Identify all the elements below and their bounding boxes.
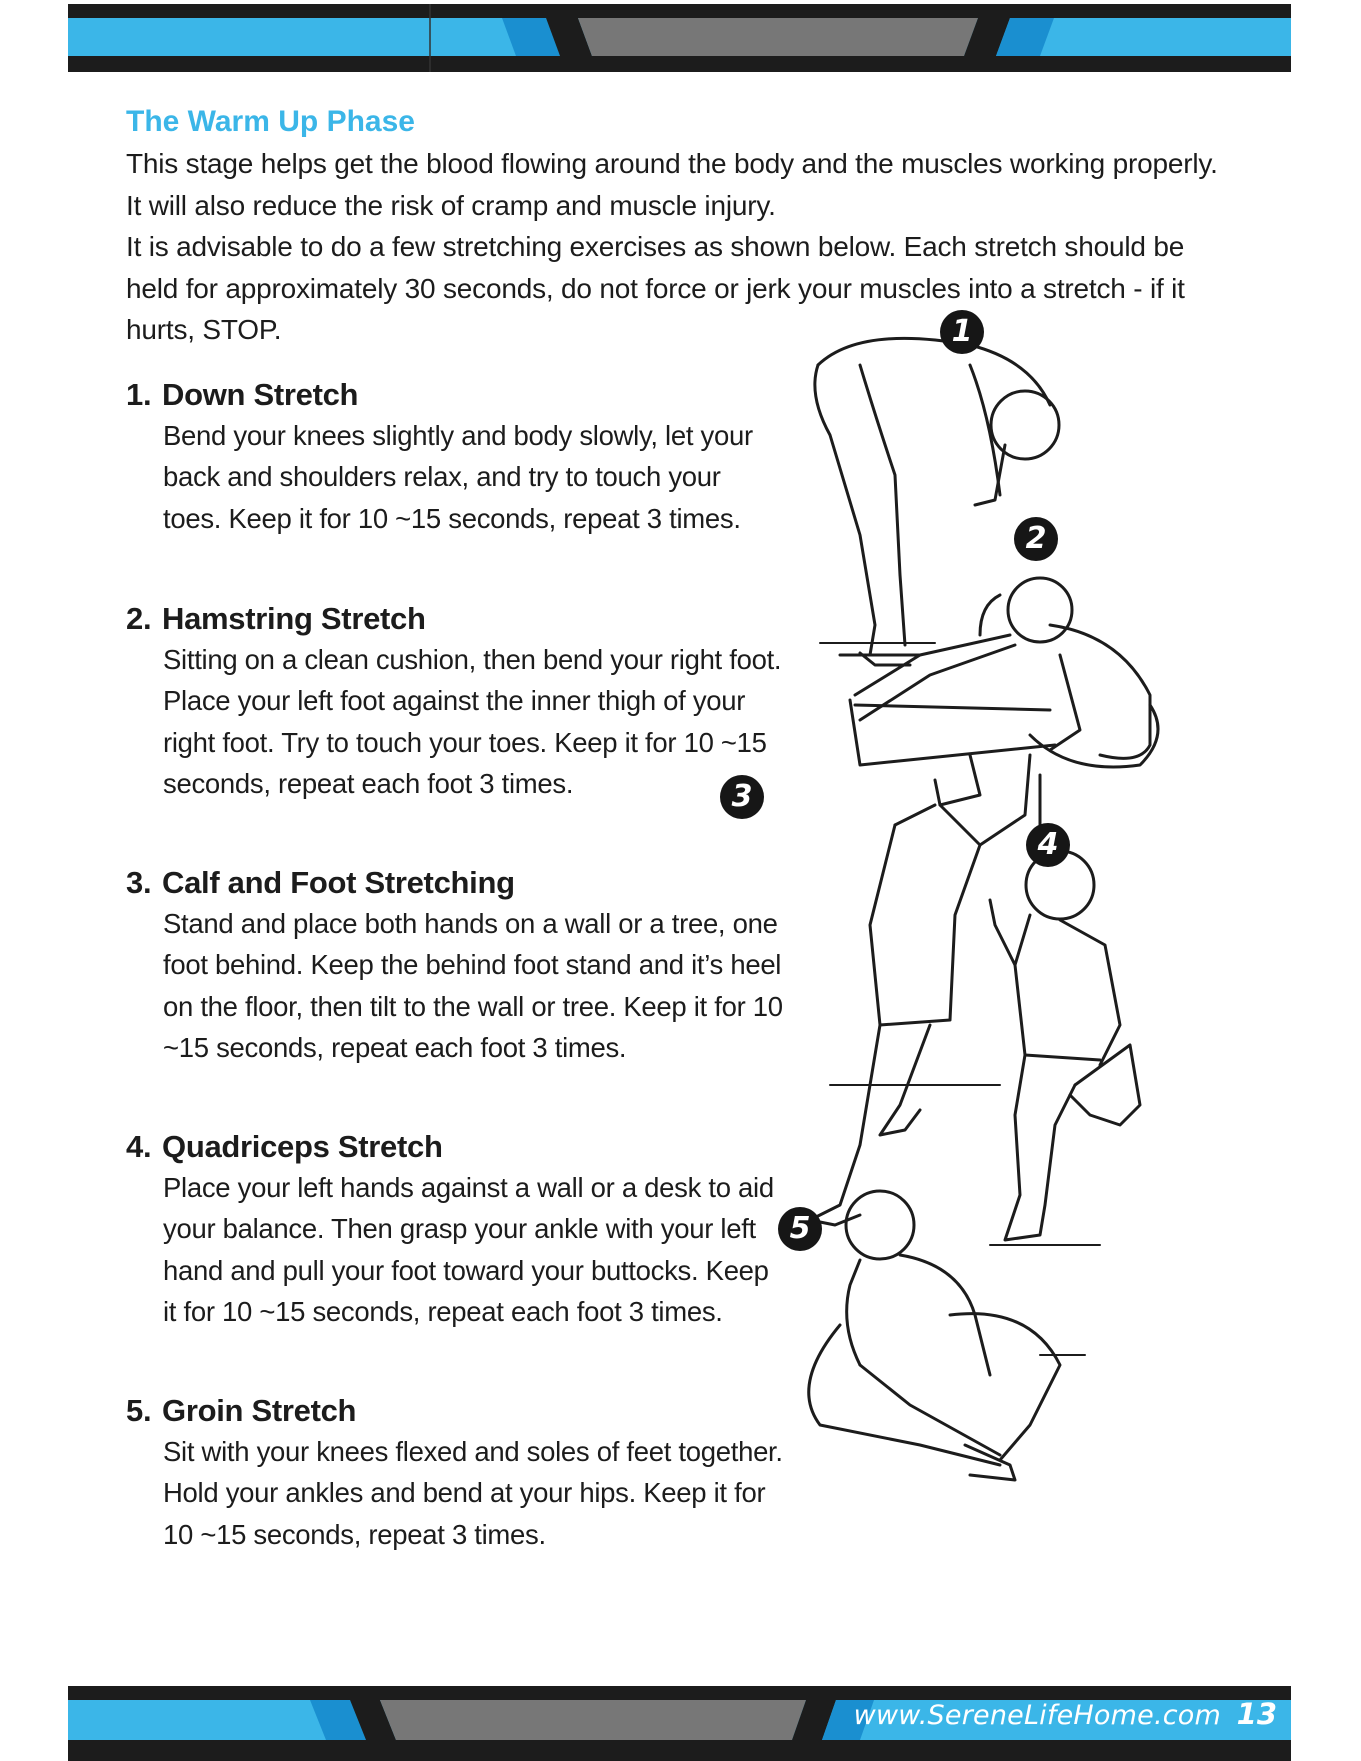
step-badge-1: 1 xyxy=(940,310,984,354)
step-description: Bend your knees slightly and body slowly, let your back and shoulders relax, and try to touch your toes. Keep it for 10 ~15 seconds, repeat 3 times. xyxy=(163,420,753,534)
step-badge-2: 2 xyxy=(1014,517,1058,561)
step-heading xyxy=(126,375,786,415)
step-number: 4. xyxy=(126,1129,152,1164)
figure-down-stretch xyxy=(815,338,1059,665)
step-groin-stretch xyxy=(126,1391,786,1555)
step-calf-foot-stretching xyxy=(126,863,786,1068)
step-title: Groin Stretch xyxy=(162,1393,357,1428)
figure-calf-stretch xyxy=(810,755,1040,1225)
step-quadriceps-stretch xyxy=(126,1127,786,1332)
step-badge-5: 5 xyxy=(778,1207,822,1251)
step-number: 1. xyxy=(126,377,152,412)
figure-quadriceps-stretch xyxy=(990,851,1140,1245)
step-title: Calf and Foot Stretching xyxy=(162,865,515,900)
step-description: Sitting on a clean cushion, then bend your right foot. Place your left foot against the inner thigh of your right foot. Try to touch your toes. Keep it for 10 ~15 seconds, repeat each foot 3 times. xyxy=(163,644,782,799)
section-title: The Warm Up Phase xyxy=(126,105,415,138)
step-heading xyxy=(126,1127,786,1167)
step-down-stretch xyxy=(126,375,786,539)
step-title: Quadriceps Stretch xyxy=(162,1129,443,1164)
intro-paragraph-2: It is advisable to do a few stretching exercises as shown below. Each stretch should be held for approximately 30 seconds, do not force or jerk your muscles into a stretch - if it hurts, STOP. xyxy=(126,231,1185,345)
footer-website-url: www.SereneLifeHome.com xyxy=(853,1700,1221,1731)
step-heading xyxy=(126,599,786,639)
page-number: 13 xyxy=(1236,1697,1277,1731)
step-heading xyxy=(126,863,786,903)
intro-text xyxy=(126,143,1236,351)
step-heading xyxy=(126,1391,786,1431)
intro-paragraph-1: This stage helps get the blood flowing around the body and the muscles working properly. It will also reduce the risk of cramp and muscle injury. xyxy=(126,148,1218,221)
step-number: 2. xyxy=(126,601,152,636)
step-description: Stand and place both hands on a wall or a tree, one foot behind. Keep the behind foot stand and it’s heel on the floor, then tilt to the wall or tree. Keep it for 10 ~15 seconds, repeat each foot 3 times. xyxy=(163,908,783,1063)
step-hamstring-stretch xyxy=(126,599,786,804)
step-badge-4: 4 xyxy=(1026,823,1070,867)
figure-groin-stretch xyxy=(809,1191,1085,1480)
step-number: 5. xyxy=(126,1393,152,1428)
step-title: Hamstring Stretch xyxy=(162,601,426,636)
step-description: Place your left hands against a wall or a desk to aid your balance. Then grasp your ankle with your left hand and pull your foot toward your buttocks. Keep it for 10 ~15 seconds, repeat each foot 3 times. xyxy=(163,1172,774,1327)
header-band xyxy=(68,4,1291,72)
step-title: Down Stretch xyxy=(162,377,359,412)
stretching-illustration xyxy=(731,314,1230,1650)
step-number: 3. xyxy=(126,865,152,900)
step-badge-3: 3 xyxy=(720,775,764,819)
figure-hamstring-stretch xyxy=(850,578,1158,767)
step-description: Sit with your knees flexed and soles of feet together. Hold your ankles and bend at your hips. Keep it for 10 ~15 seconds, repeat 3 times. xyxy=(163,1436,783,1550)
